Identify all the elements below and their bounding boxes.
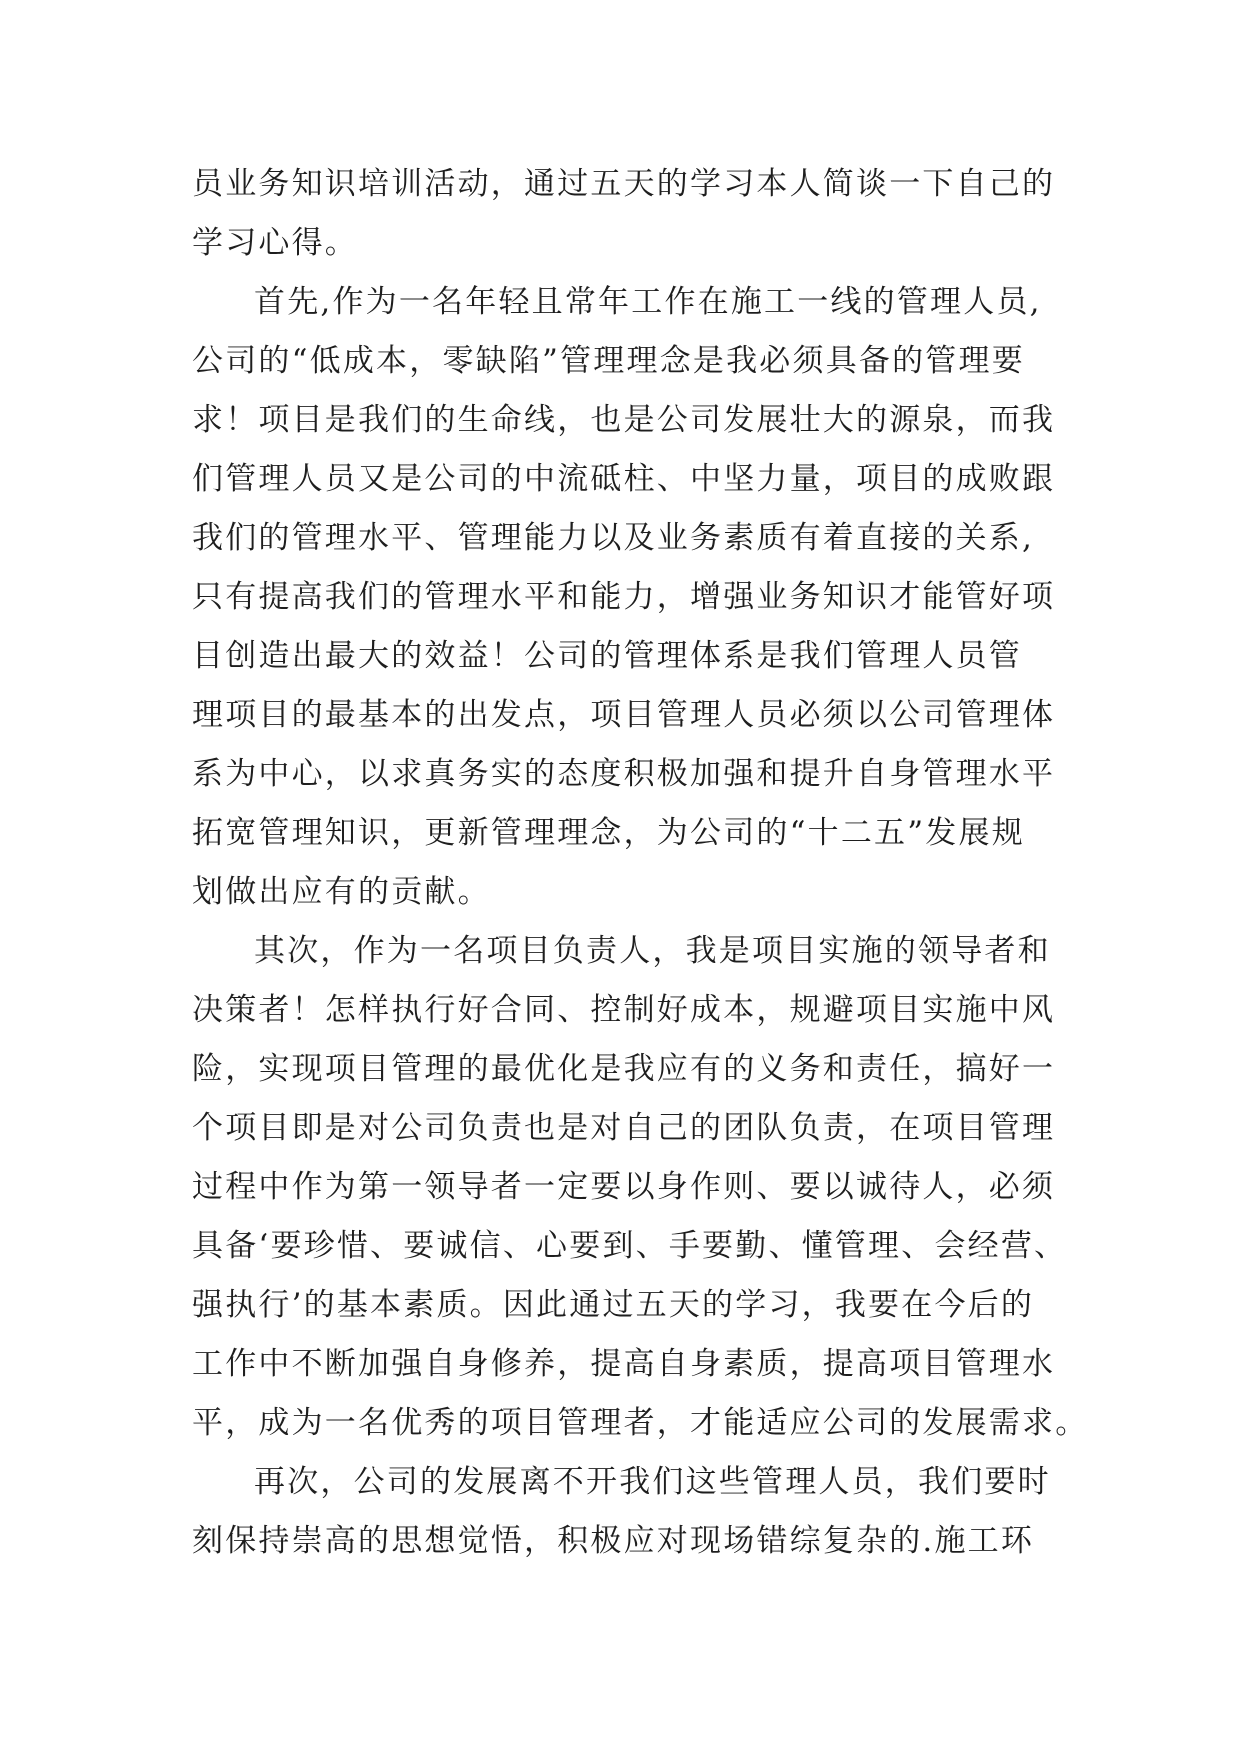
text-line: 公司的“低成本，零缺陷”管理理念是我必须具备的管理要 (192, 343, 1025, 379)
text-line: 其次，作为一名项目负责人，我是项目实施的领导者和 (254, 933, 1051, 969)
text-line: 刻保持崇高的思想觉悟，积极应对现场错综复杂的.施工环 (192, 1523, 1035, 1559)
body-text (192, 155, 1092, 1571)
text-line: 员业务知识培训活动，通过五天的学习本人简谈一下自己的 (192, 166, 1056, 202)
text-line: 我们的管理水平、管理能力以及业务素质有着直接的关系, (192, 520, 1035, 556)
text-line: 划做出应有的贡献。 (192, 874, 491, 910)
text-line: 理项目的最基本的出发点，项目管理人员必须以公司管理体 (192, 697, 1056, 733)
text-line: 工作中不断加强自身修养，提高自身素质，提高项目管理水 (192, 1346, 1056, 1382)
text-line: 求！项目是我们的生命线，也是公司发展壮大的源泉，而我 (192, 402, 1056, 438)
paragraph (192, 273, 1092, 922)
text-line: 决策者！怎样执行好合同、控制好成本，规避项目实施中风 (192, 992, 1056, 1028)
paragraph (192, 922, 1092, 1453)
text-line: 具备‘要珍惜、要诚信、心要到、手要勤、懂管理、会经营、 (192, 1228, 1068, 1264)
text-line: 过程中作为第一领导者一定要以身作则、要以诚待人，必须 (192, 1169, 1056, 1205)
text-line: 强执行’的基本素质。因此通过五天的学习，我要在今后的 (192, 1287, 1035, 1323)
text-line: 个项目即是对公司负责也是对自己的团队负责，在项目管理 (192, 1110, 1056, 1146)
text-line: 再次，公司的发展离不开我们这些管理人员，我们要时 (254, 1464, 1051, 1500)
text-line: 学习心得。 (192, 225, 358, 261)
text-line: 系为中心，以求真务实的态度积极加强和提升自身管理水平 (192, 756, 1056, 792)
paragraph (192, 1453, 1092, 1571)
text-line: 们管理人员又是公司的中流砥柱、中坚力量，项目的成败跟 (192, 461, 1056, 497)
paragraph (192, 155, 1092, 273)
text-line: 拓宽管理知识，更新管理理念，为公司的“十二五”发展规 (192, 815, 1025, 851)
text-line: 只有提高我们的管理水平和能力，增强业务知识才能管好项 (192, 579, 1056, 615)
text-line: 目创造出最大的效益！公司的管理体系是我们管理人员管 (192, 638, 1022, 674)
text-line: 首先,作为一名年轻且常年工作在施工一线的管理人员, (254, 284, 1042, 320)
text-line: 平，成为一名优秀的项目管理者，才能适应公司的发展需求。 (192, 1405, 1089, 1441)
text-line: 险，实现项目管理的最优化是我应有的义务和责任，搞好一 (192, 1051, 1056, 1087)
